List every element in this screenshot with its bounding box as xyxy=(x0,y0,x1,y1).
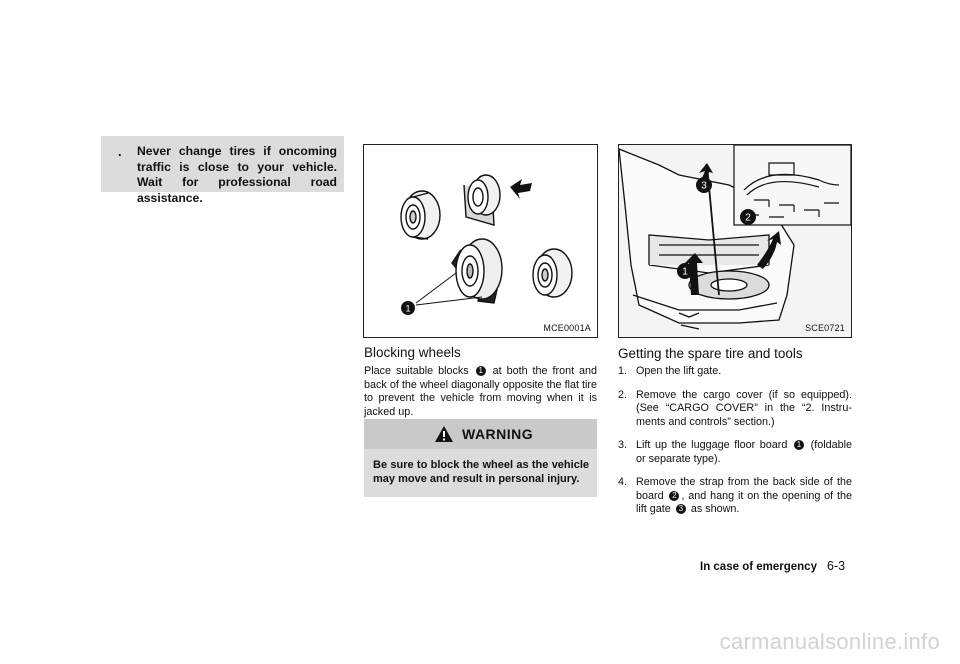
tire-left xyxy=(401,191,440,239)
watermark: carmanualsonline.info xyxy=(719,629,940,654)
step-item: 4. Remove the strap from the back side of the board 2 , and hang it on the opening of the lift gate 3 as shown. xyxy=(618,476,853,515)
figure-code: MCE0001A xyxy=(543,323,591,333)
tire-center xyxy=(464,175,500,225)
warning-triangle-icon xyxy=(434,425,454,443)
cargo-area-illustration xyxy=(619,145,851,337)
blocking-text: Place suitable blocks 1 at both the front and back of the wheel diagonally opposite the flat tire to prevent the vehicle from moving when it is jacked up. xyxy=(364,365,598,418)
section-name: In case of emergency xyxy=(700,561,817,573)
spare-heading: Getting the spare tire and tools xyxy=(618,346,803,361)
tire-right xyxy=(533,249,572,297)
page-number: 6-3 xyxy=(826,559,846,573)
blocking-heading: Blocking wheels xyxy=(364,345,461,360)
figure-spare-tire xyxy=(618,144,852,338)
wheel-blocks-illustration xyxy=(364,145,597,337)
callout-1-icon: 1 xyxy=(794,440,804,450)
page-footer xyxy=(700,559,845,573)
warning-title: WARNING xyxy=(462,426,534,442)
step-item: 1. Open the lift gate. xyxy=(618,365,722,377)
warning-text: Be sure to block the wheel as the vehicle may move and result in personal injury. xyxy=(373,459,589,485)
step-item: 2. Remove the cargo cover (if so equipped). (See “CARGO COVER” in the “2. Instru-ments and controls” section.) xyxy=(618,388,852,428)
arrow-icon xyxy=(510,179,532,199)
callout-3-icon: 3 xyxy=(676,504,686,514)
warning-box xyxy=(364,419,597,497)
left-warning-text: Never change tires if oncoming traffic is close to your vehicle. Wait for professional road assistance. xyxy=(137,144,337,205)
left-warning-box xyxy=(101,136,344,205)
svg-text:1: 1 xyxy=(682,266,688,278)
callout-1-icon: 1 xyxy=(476,366,486,376)
svg-text:2: 2 xyxy=(745,212,751,224)
figure-blocking-wheels xyxy=(363,144,598,338)
step-item: 3. Lift up the luggage floor board 1 (foldable or separate type). xyxy=(618,439,853,465)
callout-2-icon: 2 xyxy=(669,491,679,501)
svg-text:3: 3 xyxy=(701,180,707,192)
tire-blocked xyxy=(452,239,502,303)
svg-text:1: 1 xyxy=(405,303,411,314)
warning-header xyxy=(364,419,597,449)
figure-code: SCE0721 xyxy=(805,323,845,333)
bullet: . xyxy=(118,144,122,159)
spare-steps xyxy=(618,365,852,527)
